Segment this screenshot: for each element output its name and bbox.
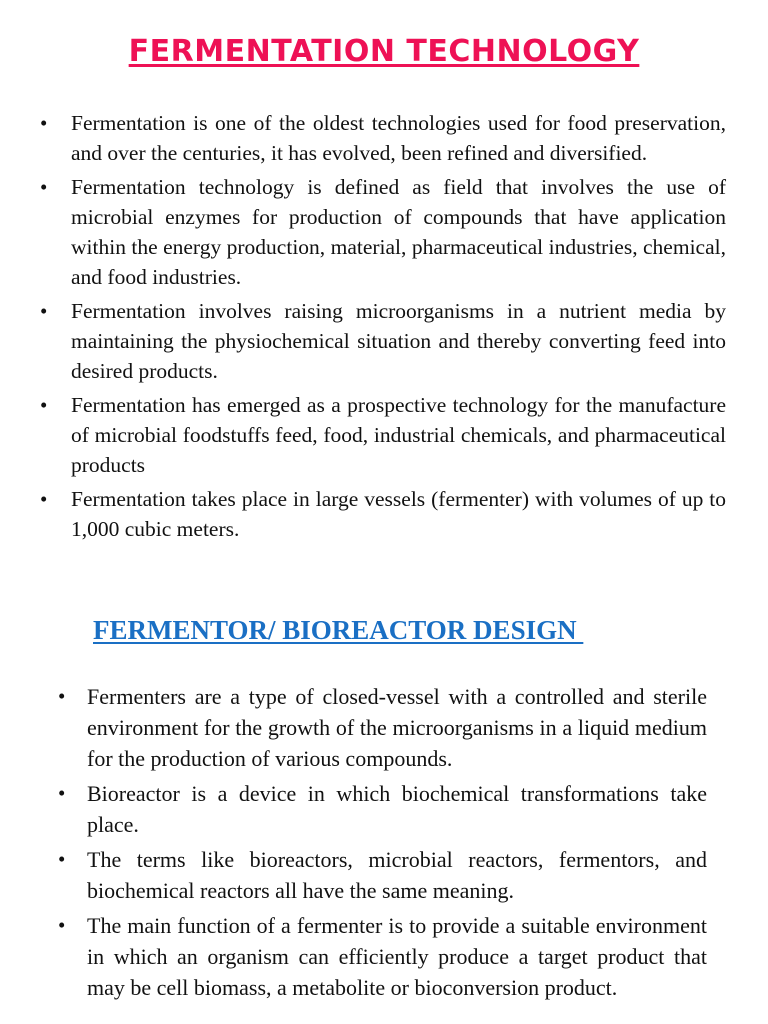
list-item	[0, 778, 707, 840]
bullet-icon: •	[40, 487, 48, 511]
bullet-icon: •	[40, 175, 48, 199]
list-item	[0, 172, 726, 292]
bullet-icon: •	[40, 111, 48, 135]
list-item	[0, 108, 726, 168]
list-item	[0, 844, 707, 906]
list-item-text: Fermentation takes place in large vessels (fermenter) with volumes of up to 1,000 cubic meters.	[71, 487, 726, 541]
intro-bullet-list	[0, 108, 768, 548]
list-item	[0, 296, 726, 386]
list-item	[0, 910, 707, 1003]
section-heading: FERMENTOR/ BIOREACTOR DESIGN	[93, 615, 584, 645]
bullet-icon: •	[58, 781, 66, 805]
list-item	[0, 681, 707, 774]
bullet-icon: •	[40, 393, 48, 417]
list-item	[0, 484, 726, 544]
list-item-text: Fermentation involves raising microorganisms in a nutrient media by maintaining the physiochemical situation and thereby converting feed into desired products.	[71, 299, 726, 383]
list-item	[0, 390, 726, 480]
bullet-icon: •	[58, 847, 66, 871]
bullet-icon: •	[40, 299, 48, 323]
list-item-text: The main function of a fermenter is to provide a suitable environment in which an organism can efficiently produce a target product that may be cell biomass, a metabolite or bioconversion product.	[87, 913, 707, 1000]
list-item-text: Fermenters are a type of closed-vessel with a controlled and sterile environment for the growth of the microorganisms in a liquid medium for the production of various compounds.	[87, 684, 707, 771]
list-item-text: Fermentation has emerged as a prospective technology for the manufacture of microbial foodstuffs feed, food, industrial chemicals, and pharmaceutical products	[71, 393, 726, 477]
list-item-text: The terms like bioreactors, microbial reactors, fermentors, and biochemical reactors all have the same meaning.	[87, 847, 707, 903]
list-item-text: Bioreactor is a device in which biochemical transformations take place.	[87, 781, 707, 837]
bullet-icon: •	[58, 684, 66, 708]
page-title: FERMENTATION TECHNOLOGY	[128, 34, 640, 69]
list-item-text: Fermentation is one of the oldest technologies used for food preservation, and over the centuries, it has evolved, been refined and diversified.	[71, 111, 726, 165]
bullet-icon: •	[58, 913, 66, 937]
list-item-text: Fermentation technology is defined as field that involves the use of microbial enzymes for production of compounds that have application within the energy production, material, pharmaceutical industries, chemical, and food industries.	[71, 175, 726, 289]
bioreactor-bullet-list	[0, 681, 768, 1007]
